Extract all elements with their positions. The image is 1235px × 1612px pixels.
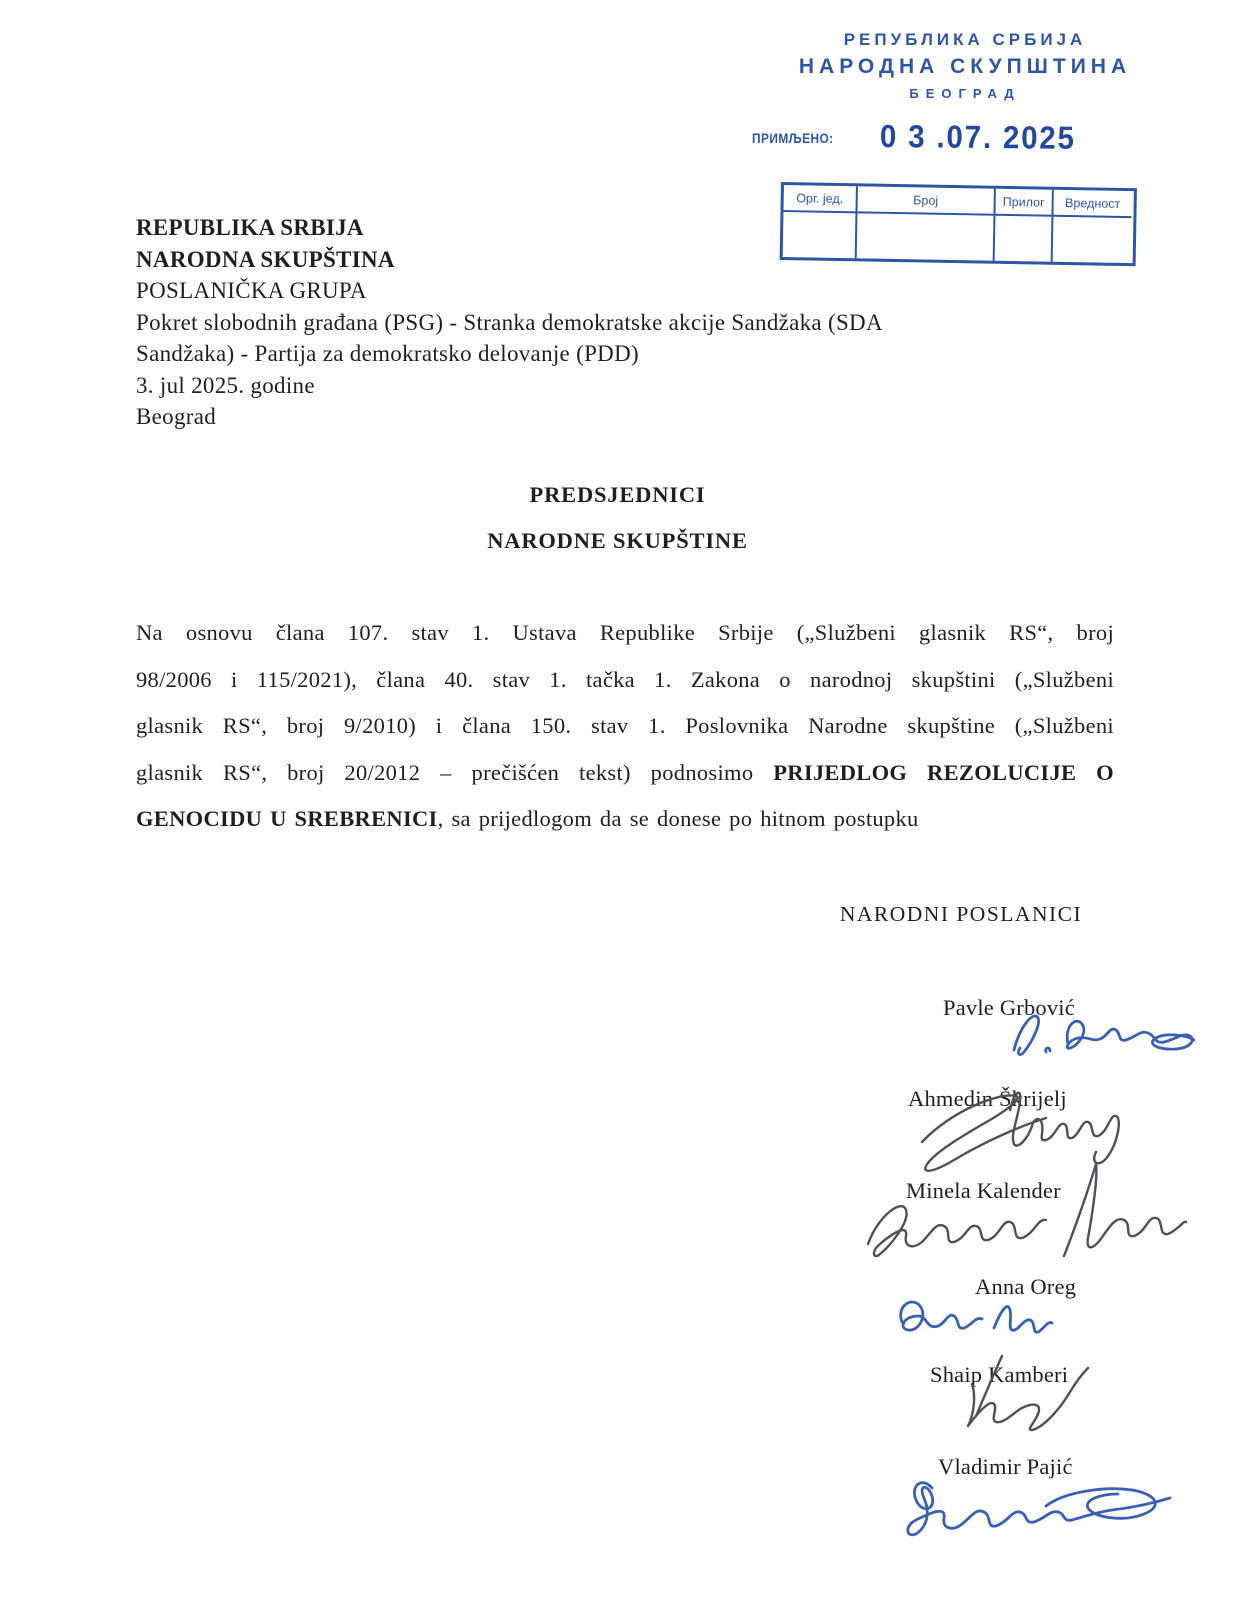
routing-header-prilog: Прилог [995,189,1053,217]
stamp-country-line: РЕПУБЛИКА СРБИЈА [843,30,1087,49]
receipt-stamp-header [740,30,1190,101]
signature-anna-oreg [884,1286,1056,1350]
sender-line-parties-2: Sandžaka) - Partija za demokratsko delovanje (PDD) [136,341,639,366]
routing-empty-cell [1053,217,1132,263]
body-line-4 [136,760,1114,807]
signature-shaip-kamberi [938,1350,1096,1442]
sender-line-city: Beograd [136,404,217,429]
body-line-3: glasnik RS“, broj 9/2010) i člana 150. stav 1. Poslovnika Narodne skupštine („Službeni [136,713,1114,738]
body-line-1: Na osnovu člana 107. stav 1. Ustava Republike Srbije („Službeni glasnik RS“, broj [136,620,1114,645]
signature-pavle-grbovic [998,992,1198,1067]
sender-block [136,212,883,433]
signer-name-anna-oreg: Anna Oreg [975,1274,1077,1299]
received-date-stamp: 0 3 .07. 2025 [879,118,1076,156]
signer-name-shaip-kamberi: Shaip Kamberi [930,1362,1069,1387]
stamp-city-line: БЕОГРАД [909,86,1021,101]
signature-vladimir-pajic [898,1464,1183,1548]
sender-line-country: REPUBLIKA SRBIJA [136,215,364,240]
signer-name-pavle-grbovic: Pavle Grbović [943,995,1075,1020]
addressee-title-line2: NARODNE SKUPŠTINE [487,528,748,553]
sender-line-parties-1: Pokret slobodnih građana (PSG) - Stranka demokratske akcije Sandžaka (SDA [136,309,883,335]
body-line-4-bold-text: PRIJEDLOG REZOLUCIJE O [773,759,1114,785]
sender-line-institution: NARODNA SKUPŠTINA [136,246,395,272]
stamp-institution-line: НАРОДНА СКУПШТИНА [798,55,1132,78]
signers-heading: NARODNI POSLANICI [839,902,1083,926]
signer-name-ahmedin-skrijelj: Ahmedin Škrijelj [908,1086,1067,1111]
body-line-5 [136,806,1114,853]
body-line-2: 98/2006 i 115/2021), člana 40. stav 1. tačka 1. Zakona o narodnoj skupštini („Službeni [136,666,1114,692]
routing-header-vrednost: Вредност [1053,190,1131,218]
signature-minela-kalender [850,1156,1190,1272]
body-paragraph [136,620,1114,853]
body-line-4-text: glasnik RS“, broj 20/2012 – prečišćen tekst) podnosimo [136,759,774,785]
signer-name-vladimir-pajic: Vladimir Pajić [938,1454,1073,1479]
body-line-5-bold-text: GENOCIDU U SREBRENICI [136,806,438,831]
body-line-5-text: , sa prijedlogom da se donese po hitnom postupku [437,806,919,831]
routing-header-org-jed: Орг. јед. [783,185,857,213]
received-label: ПРИМЉЕНО: [752,130,834,146]
sender-line-group: POSLANIČKA GRUPA [136,278,367,303]
sender-line-date: 3. jul 2025. godine [136,372,315,398]
routing-header-broj: Број [857,186,995,215]
addressee-title-line1: PREDSJEDNICI [529,482,706,507]
routing-empty-cell [995,216,1054,262]
signer-name-minela-kalender: Minela Kalender [906,1178,1061,1203]
